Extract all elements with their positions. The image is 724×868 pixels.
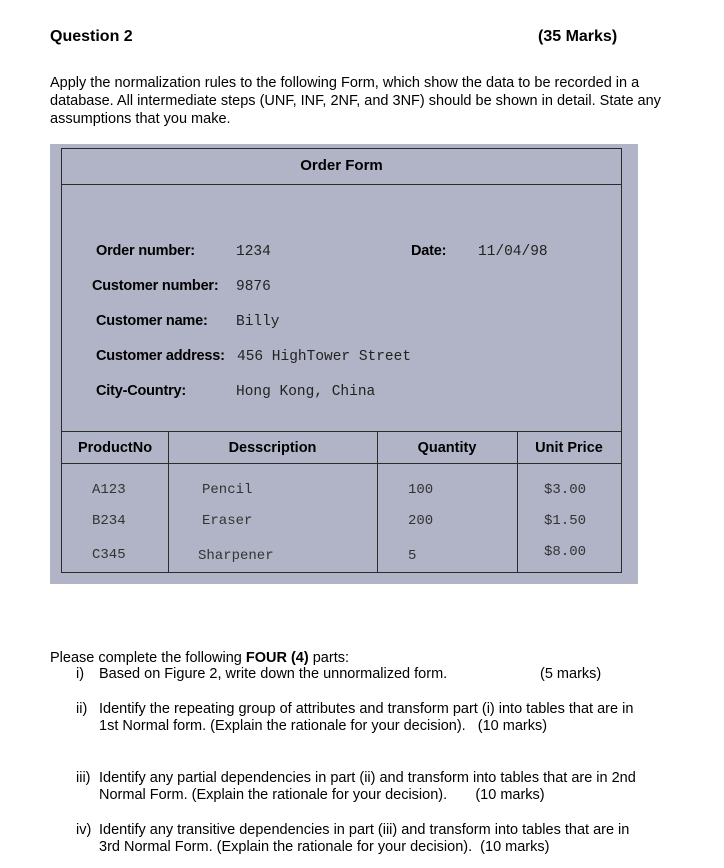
part-text: Identify the repeating group of attributes and transform part (i) into tables that are in	[99, 701, 634, 717]
cell-quantity: 5	[408, 548, 417, 564]
order-form-title: Order Form	[62, 149, 621, 185]
customer-number-value: 9876	[236, 279, 271, 295]
cell-description: Sharpener	[198, 548, 274, 564]
customer-address-value: 456 HighTower Street	[237, 349, 412, 365]
part-text: Identify any partial dependencies in part (ii) and transform into tables that are in 2nd	[99, 770, 636, 786]
part-i	[76, 666, 636, 686]
cell-unit-price: $1.50	[544, 513, 587, 529]
customer-name-label: Customer name:	[96, 313, 208, 329]
cell-description: Eraser	[202, 513, 253, 529]
parts-intro-suffix: parts:	[308, 650, 350, 666]
cell-productno: C345	[92, 547, 126, 563]
date-value: 11/04/98	[478, 244, 548, 260]
parts-intro-prefix: Please complete the following	[50, 650, 246, 666]
header-description: Desscription	[228, 440, 317, 456]
part-number: iii)	[76, 770, 91, 786]
header-productno: ProductNo	[77, 440, 153, 456]
cell-quantity: 100	[408, 482, 434, 498]
table-top-border	[62, 431, 621, 432]
date-label: Date:	[411, 243, 447, 259]
cell-unit-price: $8.00	[544, 544, 587, 560]
parts-intro	[50, 650, 349, 666]
part-iv	[76, 822, 676, 862]
order-form-figure	[50, 144, 638, 584]
part-marks: (5 marks)	[540, 666, 602, 682]
part-number: iv)	[76, 822, 92, 838]
part-text: Based on Figure 2, write down the unnormalized form.	[99, 666, 448, 682]
customer-address-label: Customer address:	[96, 348, 225, 364]
order-number-label: Order number:	[96, 243, 195, 259]
cell-description: Pencil	[202, 482, 253, 498]
question-marks: (35 Marks)	[538, 28, 618, 45]
cell-quantity: 200	[408, 513, 434, 529]
customer-number-label: Customer number:	[92, 278, 219, 294]
part-text-line2: 3rd Normal Form. (Explain the rationale for your decision). (10 marks)	[99, 839, 550, 855]
part-text: Identify any transitive dependencies in part (iii) and transform into tables that are in	[99, 822, 630, 838]
part-ii	[76, 701, 676, 741]
order-form-border	[61, 148, 622, 573]
customer-name-value: Billy	[236, 314, 280, 330]
cell-unit-price: $3.00	[544, 482, 587, 498]
cell-productno: B234	[92, 513, 126, 529]
table-header-divider	[62, 463, 621, 464]
part-number: ii)	[76, 701, 88, 717]
header-quantity: Quantity	[417, 440, 477, 456]
question-title: Question 2	[50, 28, 133, 45]
cell-productno: A123	[92, 482, 126, 498]
order-number-value: 1234	[236, 244, 271, 260]
part-number: i)	[76, 666, 85, 682]
header-unit-price: Unit Price	[535, 440, 603, 456]
part-text-line2: 1st Normal form. (Explain the rationale for your decision). (10 marks)	[99, 718, 548, 734]
parts-intro-count: FOUR (4)	[245, 650, 309, 666]
part-iii	[76, 770, 676, 810]
city-country-label: City-Country:	[96, 383, 187, 399]
city-country-value: Hong Kong, China	[236, 384, 376, 400]
part-text-line2: Normal Form. (Explain the rationale for your decision). (10 marks)	[99, 787, 545, 803]
question-intro: Apply the normalization rules to the following Form, which show the data to be recorded in a database. All intermediate steps (UNF, INF, 2NF, and 3NF) should be shown in detail. State any assumptions that you make.	[50, 75, 661, 127]
